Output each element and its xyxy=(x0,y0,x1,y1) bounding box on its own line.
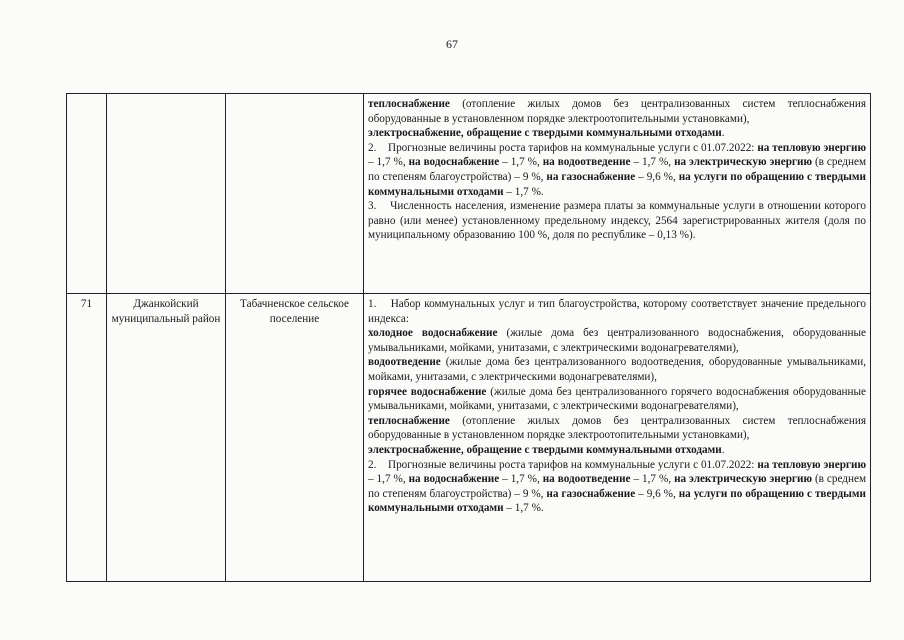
text-run: – 9,6 %, xyxy=(635,487,679,500)
text-run: – 1,7 %, xyxy=(368,156,409,169)
bold-text: горячее водоснабжение xyxy=(368,385,487,398)
text-run: (жилые дома без централизованного водоснабжения, оборудованные умывальниками, мойками, унитазами, с электрическими водонагревателями), xyxy=(368,327,866,354)
bold-text: электроснабжение, обращение с твердыми коммунальными отходами xyxy=(368,127,722,140)
content-paragraph xyxy=(368,126,866,141)
text-run: 2. Прогнозные величины роста тарифов на коммунальные услуги с 01.07.2022: xyxy=(368,458,758,471)
bold-text: электроснабжение, обращение с твердыми коммунальными отходами xyxy=(368,443,722,456)
content-paragraph xyxy=(368,141,866,199)
settlement-cell: Табачненское сельское поселение xyxy=(226,294,364,582)
text-run: – 1,7 %, xyxy=(630,156,675,169)
district-cell xyxy=(107,94,226,294)
table-row xyxy=(67,94,871,294)
row-number-cell: 71 xyxy=(67,294,107,582)
bold-text: на газоснабжение xyxy=(546,170,636,183)
text-run: 1. Набор коммунальных услуг и тип благоустройства, которому соответствует значение предельного индекса: xyxy=(368,298,866,325)
text-run: – 1,7 %. xyxy=(503,185,544,198)
text-run: – 1,7 %, xyxy=(630,473,675,486)
content-paragraph xyxy=(368,458,866,516)
text-run: . xyxy=(721,127,725,140)
bold-text: на электрическую энергию xyxy=(674,473,812,486)
district-cell: Джанкойский муниципальный район xyxy=(107,294,226,582)
text-run: (в среднем по степеням благоустройства) – 9 %, xyxy=(368,156,867,183)
text-run: (отопление жилых домов без централизованных систем теплоснабжения оборудованные в установленном порядке электроотопительными установками), xyxy=(368,414,866,442)
bold-text: теплоснабжение xyxy=(368,98,450,110)
bold-text: на тепловую энергию xyxy=(757,141,866,154)
row-number-cell xyxy=(67,94,107,294)
bold-text: на услуги по обращению с твердыми коммунальными отходами xyxy=(368,170,866,198)
bold-text: на газоснабжение xyxy=(546,487,636,500)
content-cell xyxy=(364,294,871,582)
text-run: (отопление жилых домов без централизованных систем теплоснабжения оборудованные в установленном порядке электроотопительными установками), xyxy=(368,98,866,125)
tariff-table xyxy=(66,93,871,582)
text-run: 2. Прогнозные величины роста тарифов на коммунальные услуги с 01.07.2022: xyxy=(368,141,758,154)
page-number: 67 xyxy=(446,37,458,51)
text-run: 3. Численность населения, изменение размера платы за коммунальные услуги в отношении которого равно (или менее) установленному предельному индексу, 2564 зарегистрированных жителя (доля по муниципальному образованию 100 %, доля по республике – 0,13 %). xyxy=(368,200,866,242)
content-cell xyxy=(364,94,871,294)
text-run: – 9,6 %, xyxy=(635,170,679,183)
text-run: (жилые дома без централизованного водоотведения, оборудованные умывальниками, мойками, унитазами, с электрическими водонагревателями), xyxy=(368,356,866,383)
bold-text: теплоснабжение xyxy=(368,414,450,427)
bold-text: на водоснабжение xyxy=(408,156,500,169)
content-paragraph xyxy=(368,297,866,326)
text-run: – 1,7 %. xyxy=(503,502,544,515)
content-paragraph xyxy=(368,414,866,443)
text-run: – 1,7 %, xyxy=(368,473,409,486)
bold-text: на услуги по обращению с твердыми коммунальными отходами xyxy=(368,487,866,515)
content-paragraph xyxy=(368,443,866,458)
content-paragraph xyxy=(368,385,866,414)
text-run: – 1,7 %, xyxy=(499,473,543,486)
bold-text: на водоснабжение xyxy=(408,473,500,486)
bold-text: на тепловую энергию xyxy=(757,458,866,471)
text-run: (жилые дома без централизованного горячего водоснабжения оборудованные умывальниками, мойками, унитазами, с электрическими водонагревателями), xyxy=(368,385,866,413)
content-paragraph xyxy=(368,355,866,384)
text-run: (в среднем по степеням благоустройства) – 9 %, xyxy=(368,473,867,500)
text-run: – 1,7 %, xyxy=(499,156,543,169)
bold-text: на электрическую энергию xyxy=(674,156,812,169)
table-row xyxy=(67,294,871,582)
bold-text: холодное водоснабжение xyxy=(368,327,498,340)
content-paragraph xyxy=(368,199,866,243)
content-paragraph xyxy=(368,326,866,355)
bold-text: водоотведение xyxy=(368,356,441,369)
bold-text: на водоотведение xyxy=(542,156,631,169)
bold-text: на водоотведение xyxy=(542,473,631,486)
content-paragraph xyxy=(368,97,866,126)
settlement-cell xyxy=(226,94,364,294)
text-run: . xyxy=(721,443,725,456)
